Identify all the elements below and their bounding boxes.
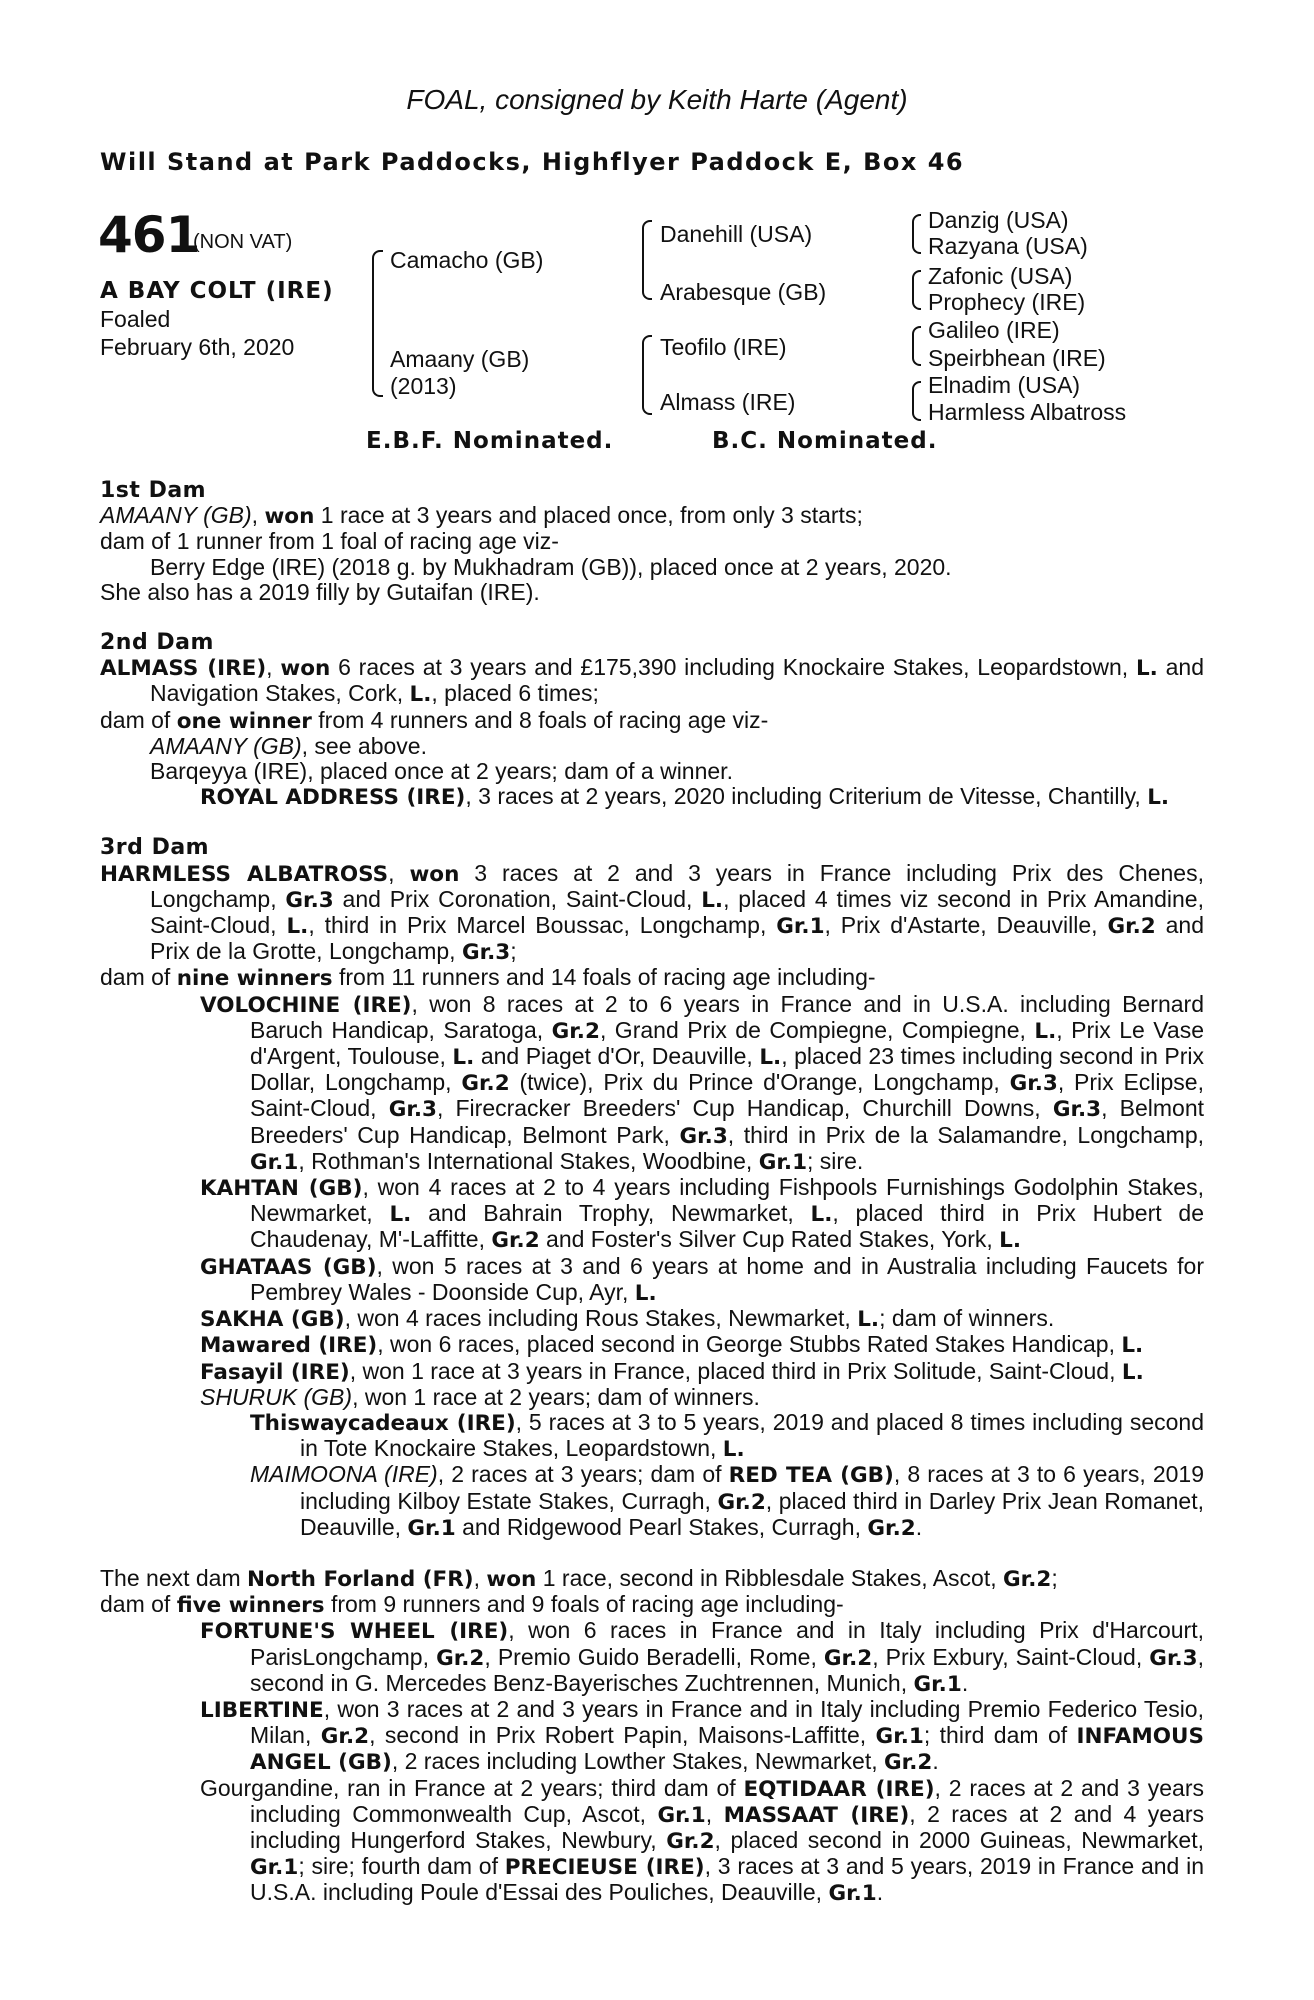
first-dam-produce: dam of 1 runner from 1 foal of racing age viz- bbox=[100, 528, 559, 555]
produce-item-libertine bbox=[100, 1697, 1204, 1776]
produce-item-thiswaycadeaux bbox=[100, 1410, 1204, 1462]
ggp-8: Harmless Albatross bbox=[928, 399, 1127, 425]
listed-label: L. bbox=[452, 1045, 475, 1071]
horse-name: RED TEA (GB) bbox=[728, 1463, 894, 1489]
text: , Belmont Breeders' Cup Handicap, Belmont Park, bbox=[250, 1095, 1204, 1148]
bracket-g1 bbox=[912, 214, 921, 254]
dam-sire: Teofilo (IRE) bbox=[660, 334, 787, 360]
text: and Prix de la Grotte, Longchamp, bbox=[150, 912, 1204, 965]
group-label: Gr.1 bbox=[875, 1724, 924, 1750]
text: ; bbox=[510, 938, 517, 965]
group-label: Gr.2 bbox=[436, 1645, 485, 1671]
winners-count: five winners bbox=[176, 1593, 325, 1619]
dam-name: AMAANY (GB) bbox=[100, 502, 252, 529]
ebf-nomination: E.B.F. Nominated. bbox=[366, 428, 614, 454]
listed-label: L. bbox=[1034, 1018, 1057, 1044]
listed-label: L. bbox=[759, 1045, 782, 1071]
text: , won 6 races, placed second in George Stubbs Rated Stakes Handicap, bbox=[377, 1331, 1122, 1358]
horse-name: AMAANY (GB) bbox=[150, 732, 302, 759]
text: 3 races at 2 and 3 years in France including Prix des Chenes, Longchamp, bbox=[150, 859, 1204, 912]
text: 1 race at 3 years and placed once, from only 3 starts; bbox=[314, 502, 863, 529]
listed-label: L. bbox=[701, 887, 724, 913]
text: , 3 races at 3 and 5 years, 2019 in France and in U.S.A. including Poule d'Essai des Pouliches, Deauville, bbox=[250, 1853, 1204, 1906]
text: and Piaget d'Or, Deauville, bbox=[474, 1043, 760, 1070]
group-label: Gr.2 bbox=[461, 1071, 510, 1097]
bracket-dam bbox=[642, 335, 652, 415]
text: from 11 runners and 14 foals of racing age including- bbox=[332, 964, 876, 991]
first-dam-summary: AMAANY (GB), won 1 race at 3 years and placed once, from only 3 starts; bbox=[100, 502, 863, 530]
ggp-6: Speirbhean (IRE) bbox=[928, 345, 1106, 371]
consignor-line: FOAL, consigned by Keith Harte (Agent) bbox=[406, 84, 908, 115]
produce-item-ghataas bbox=[100, 1254, 1204, 1306]
listed-label: L. bbox=[999, 1228, 1022, 1254]
bracket-g2 bbox=[912, 270, 921, 310]
horse-name: GHATAAS (GB) bbox=[200, 1254, 377, 1280]
text: , 2 races including Lowther Stakes, Newmarket, bbox=[391, 1748, 885, 1775]
produce-item bbox=[100, 734, 1204, 759]
text: , bbox=[705, 1800, 724, 1827]
group-label: Gr.2 bbox=[867, 1515, 916, 1541]
horse-name: Mawared (IRE) bbox=[200, 1333, 378, 1359]
horse-name: EQTIDAAR (IRE) bbox=[743, 1776, 935, 1802]
won-label: won bbox=[409, 861, 460, 887]
text: ; sire; fourth dam of bbox=[298, 1853, 505, 1880]
text: , second in G. Mercedes Benz-Bayerisches Zuchtrennen, Munich, bbox=[250, 1643, 1204, 1696]
group-label: Gr.2 bbox=[823, 1645, 873, 1671]
text: , placed second in 2000 Guineas, Newmarket, bbox=[714, 1826, 1204, 1853]
stand-location: Will Stand at Park Paddocks, Highflyer Paddock E, Box 46 bbox=[100, 148, 965, 176]
sire: Camacho (GB) bbox=[390, 247, 544, 273]
produce-item-fasayil bbox=[100, 1359, 1204, 1385]
horse-name: VOLOCHINE (IRE) bbox=[200, 992, 412, 1018]
first-dam-heading: 1st Dam bbox=[100, 478, 207, 503]
text: , 5 races at 3 to 5 years, 2019 and placed 8 times including second in Tote Knockaire Stakes, Leopardstown, bbox=[300, 1408, 1204, 1462]
text: , placed 23 times including second in Prix Dollar, Longchamp, bbox=[250, 1043, 1204, 1096]
text: (twice), Prix du Prince d'Orange, Longchamp, bbox=[509, 1069, 1010, 1096]
text: , won 3 races at 2 and 3 years in France and in Italy including Premio Federico Tesio, Milan, bbox=[250, 1695, 1204, 1749]
text: and Ridgewood Pearl Stakes, Curragh, bbox=[455, 1513, 868, 1540]
text: and Foster's Silver Cup Rated Stakes, York, bbox=[539, 1226, 1000, 1253]
horse-name: SHURUK (GB) bbox=[200, 1383, 353, 1410]
listed-label: L. bbox=[1121, 1333, 1144, 1359]
text: from 4 runners and 8 foals of racing age viz- bbox=[311, 706, 769, 733]
ggp-1: Danzig (USA) bbox=[928, 207, 1069, 233]
text: , placed 6 times; bbox=[431, 680, 599, 707]
group-label: Gr.3 bbox=[461, 940, 511, 966]
third-dam-produce bbox=[100, 965, 1204, 991]
ggp-7: Elnadim (USA) bbox=[928, 372, 1081, 398]
won-label: won bbox=[280, 656, 331, 682]
listed-label: L. bbox=[722, 1437, 745, 1463]
ggp-3: Zafonic (USA) bbox=[928, 263, 1073, 289]
group-label: Gr.1 bbox=[250, 1149, 299, 1175]
horse-name: KAHTAN (GB) bbox=[200, 1176, 363, 1202]
text: 1 race, second in Ribblesdale Stakes, Ascot, bbox=[536, 1564, 1004, 1591]
text: , see above. bbox=[301, 732, 427, 759]
horse-name: SAKHA (GB) bbox=[200, 1307, 345, 1333]
second-dam-summary: ALMASS (IRE), won 6 races at 3 years and £175,390 including Knockaire Stakes, Leopardstown, L. and Navigation Stakes, Cork, L., placed 6 times; bbox=[100, 654, 1205, 708]
listed-label: L. bbox=[1121, 1359, 1144, 1385]
horse-name: MASSAAT (IRE) bbox=[723, 1802, 910, 1828]
text: , 3 races at 2 years, 2020 including Criterium de Vitesse, Chantilly, bbox=[465, 783, 1148, 810]
group-label: Gr.1 bbox=[407, 1515, 456, 1541]
sire-dam: Arabesque (GB) bbox=[660, 279, 827, 305]
group-label: Gr.1 bbox=[913, 1671, 962, 1697]
group-label: Gr.2 bbox=[491, 1228, 540, 1254]
text: from 9 runners and 9 foals of racing age including- bbox=[324, 1591, 844, 1618]
group-label: Gr.2 bbox=[551, 1018, 600, 1044]
dam-name: HARMLESS ALBATROSS bbox=[100, 861, 389, 887]
lot-title: A BAY COLT (IRE) bbox=[100, 278, 334, 304]
text: , won 4 races including Rous Stakes, Newmarket, bbox=[344, 1305, 858, 1332]
third-dam-heading: 3rd Dam bbox=[100, 835, 210, 861]
produce-item-sakha bbox=[100, 1306, 1204, 1332]
dam-name: North Forland (FR) bbox=[247, 1566, 474, 1592]
group-label: Gr.2 bbox=[666, 1828, 715, 1854]
produce-item bbox=[100, 784, 1204, 810]
text: , Rothman's International Stakes, Woodbine, bbox=[298, 1147, 759, 1174]
text: , won 4 races at 2 to 4 years including Fishpools Furnishings Godolphin Stakes, Newmarket, bbox=[250, 1174, 1204, 1227]
listed-label: L. bbox=[810, 1202, 833, 1228]
next-dam-produce bbox=[100, 1592, 1204, 1618]
dam-name: ALMASS (IRE) bbox=[100, 656, 267, 682]
third-dam-summary: HARMLESS ALBATROSS, won 3 races at 2 and 3 years in France including Prix des Chenes, Longchamp, Gr.3 and Prix Coronation, Saint-Cloud, L., placed 4 times viz second in Prix Amandine, Saint-Cloud, L., third in Prix Marcel Boussac, Longchamp, Gr.1, Prix d'Astarte, Deauville, Gr.2 and Prix de la Grotte, Longchamp, Gr.3; bbox=[100, 859, 1204, 966]
group-label: Gr.2 bbox=[320, 1724, 370, 1750]
text: ; sire. bbox=[807, 1147, 864, 1174]
produce-item-gourgandine bbox=[100, 1776, 1204, 1907]
text: and Navigation Stakes, Cork, bbox=[150, 654, 1205, 707]
text: ; dam of winners. bbox=[879, 1305, 1055, 1332]
text: , Firecracker Breeders' Cup Handicap, Churchill Downs, bbox=[437, 1095, 1053, 1122]
group-label: Gr.3 bbox=[1009, 1071, 1058, 1097]
text: , 2 races at 3 years; dam of bbox=[437, 1461, 729, 1488]
text: , won 1 race at 2 years; dam of winners. bbox=[352, 1383, 760, 1410]
text: ; bbox=[1051, 1564, 1058, 1591]
bracket-g3 bbox=[912, 326, 921, 366]
text: dam of bbox=[100, 964, 177, 991]
listed-label: L. bbox=[389, 1202, 412, 1228]
text: ; third dam of bbox=[923, 1722, 1077, 1749]
won-label: won bbox=[486, 1566, 537, 1592]
second-dam-heading: 2nd Dam bbox=[100, 630, 214, 656]
foaled-info bbox=[100, 305, 294, 361]
text: , third in Prix de la Salamandre, Longchamp, bbox=[727, 1121, 1205, 1148]
text: , Prix d'Astarte, Deauville, bbox=[824, 912, 1108, 939]
text: , placed third in Darley Prix Jean Romanet, Deauville, bbox=[300, 1487, 1204, 1540]
dam-dam: Almass (IRE) bbox=[660, 389, 796, 415]
bracket-parents bbox=[372, 250, 383, 397]
group-label: Gr.1 bbox=[657, 1802, 706, 1828]
text: , second in Prix Robert Papin, Maisons-Laffitte, bbox=[369, 1722, 876, 1749]
text: , Prix Le Vase d'Argent, Toulouse, bbox=[250, 1016, 1204, 1070]
group-label: Gr.3 bbox=[1052, 1097, 1102, 1123]
text: , Premio Guido Beradelli, Rome, bbox=[484, 1643, 824, 1670]
sire-sire: Danehill (USA) bbox=[660, 221, 813, 247]
text: , Prix Eclipse, Saint-Cloud, bbox=[250, 1069, 1204, 1122]
group-label: Gr.1 bbox=[776, 914, 825, 940]
winners-count: nine winners bbox=[176, 966, 333, 992]
produce-item-volochine bbox=[100, 992, 1204, 1175]
group-label: Gr.1 bbox=[758, 1149, 808, 1175]
bracket-g4 bbox=[912, 381, 921, 421]
group-label: Gr.3 bbox=[388, 1097, 437, 1123]
text: , won 1 race at 3 years in France, placed third in Prix Solitude, Saint-Cloud, bbox=[349, 1357, 1122, 1384]
text: . bbox=[932, 1748, 939, 1775]
won-label: won bbox=[264, 504, 315, 530]
text: , 2 races at 2 and 4 years including Hungerford Stakes, Newbury, bbox=[250, 1800, 1204, 1853]
ggp-4: Prophecy (IRE) bbox=[928, 289, 1086, 315]
group-label: Gr.1 bbox=[828, 1881, 877, 1907]
bracket-sire bbox=[642, 220, 652, 300]
text: . bbox=[961, 1669, 969, 1696]
listed-label: L. bbox=[857, 1307, 880, 1333]
ggp-2: Razyana (USA) bbox=[928, 233, 1088, 259]
text: , 8 races at 3 to 6 years, 2019 including Kilboy Estate Stakes, Curragh, bbox=[300, 1461, 1204, 1514]
text: dam of bbox=[100, 1591, 177, 1618]
group-label: Gr.2 bbox=[884, 1750, 933, 1776]
ggp-5: Galileo (IRE) bbox=[928, 317, 1060, 343]
vat-status: (NON VAT) bbox=[193, 231, 293, 253]
produce-item-shuruk bbox=[100, 1385, 1204, 1410]
produce-item-mawared bbox=[100, 1332, 1204, 1358]
listed-label: L. bbox=[286, 914, 309, 940]
second-dam-produce bbox=[100, 708, 1204, 734]
text: , won 6 races in France and in Italy including Prix d'Harcourt, ParisLongchamp, bbox=[250, 1617, 1204, 1670]
text: . bbox=[876, 1879, 884, 1906]
group-label: Gr.2 bbox=[717, 1489, 766, 1515]
produce-item-fortunes-wheel bbox=[100, 1618, 1204, 1697]
text: , Prix Exbury, Saint-Cloud, bbox=[872, 1643, 1150, 1670]
text: and Prix Coronation, Saint-Cloud, bbox=[333, 885, 702, 912]
horse-name: LIBERTINE bbox=[200, 1697, 324, 1723]
text: , 2 races at 2 and 3 years including Commonwealth Cup, Ascot, bbox=[250, 1774, 1204, 1827]
text: The next dam bbox=[100, 1564, 248, 1591]
text: 6 races at 3 years and £175,390 including Knockaire Stakes, Leopardstown, bbox=[330, 654, 1136, 681]
produce-item-kahtan bbox=[100, 1175, 1204, 1254]
text: , placed 4 times viz second in Prix Amandine, Saint-Cloud, bbox=[150, 885, 1204, 939]
next-dam-summary: The next dam North Forland (FR), won 1 race, second in Ribblesdale Stakes, Ascot, Gr.2; bbox=[100, 1564, 1058, 1592]
produce-item-maimoona bbox=[100, 1462, 1204, 1541]
group-label: Gr.2 bbox=[1003, 1566, 1052, 1592]
group-label: Gr.3 bbox=[1149, 1645, 1198, 1671]
horse-name: ROYAL ADDRESS (IRE) bbox=[200, 785, 466, 811]
catalogue-body bbox=[100, 478, 1204, 1907]
winners-count: one winner bbox=[176, 708, 312, 734]
text: and Bahrain Trophy, Newmarket, bbox=[411, 1200, 811, 1227]
bc-nomination: B.C. Nominated. bbox=[712, 428, 938, 454]
text: , placed third in Prix Hubert de Chaudenay, M'-Laffitte, bbox=[250, 1200, 1204, 1253]
listed-label: L. bbox=[1135, 656, 1158, 682]
listed-label: L. bbox=[1147, 785, 1170, 811]
group-label: Gr.3 bbox=[679, 1123, 728, 1149]
group-label: Gr.3 bbox=[285, 887, 334, 913]
lot-number: 461 bbox=[98, 206, 200, 264]
group-label: Gr.2 bbox=[1107, 914, 1156, 940]
horse-name: MAIMOONA (IRE) bbox=[250, 1461, 438, 1488]
foaled-date: February 6th, 2020 bbox=[100, 334, 295, 360]
text: , third in Prix Marcel Boussac, Longchamp, bbox=[308, 912, 777, 939]
produce-item: Berry Edge (IRE) (2018 g. by Mukhadram (GB)), placed once at 2 years, 2020. bbox=[150, 553, 952, 580]
text: , Grand Prix de Compiegne, Compiegne, bbox=[599, 1016, 1035, 1043]
dam: Amaany (GB) bbox=[390, 346, 530, 372]
text: . bbox=[915, 1513, 923, 1540]
text: dam of bbox=[100, 706, 177, 733]
produce-item: Barqeyya (IRE), placed once at 2 years; dam of a winner. bbox=[150, 758, 733, 785]
horse-name: FORTUNE'S WHEEL (IRE) bbox=[200, 1619, 509, 1645]
horse-name: Thiswaycadeaux (IRE) bbox=[250, 1410, 516, 1436]
text: , won 5 races at 3 and 6 years at home and in Australia including Faucets for Pembrey Wales - Doonside Cup, Ayr, bbox=[250, 1252, 1205, 1305]
listed-label: L. bbox=[409, 682, 432, 708]
horse-name: Fasayil (IRE) bbox=[200, 1359, 350, 1385]
group-label: Gr.1 bbox=[250, 1855, 299, 1881]
dam-year: (2013) bbox=[390, 373, 457, 399]
listed-label: L. bbox=[634, 1280, 657, 1306]
text: , won 8 races at 2 to 6 years in France and in U.S.A. including Bernard Baruch Handicap, Saratoga, bbox=[250, 990, 1204, 1043]
text: Gourgandine, ran in France at 2 years; third dam of bbox=[200, 1774, 744, 1801]
first-dam-note: She also has a 2019 filly by Gutaifan (IRE). bbox=[100, 578, 540, 605]
horse-name: INFAMOUS ANGEL (GB) bbox=[250, 1724, 1204, 1776]
foaled-label: Foaled bbox=[100, 306, 171, 332]
horse-name: PRECIEUSE (IRE) bbox=[504, 1855, 705, 1881]
